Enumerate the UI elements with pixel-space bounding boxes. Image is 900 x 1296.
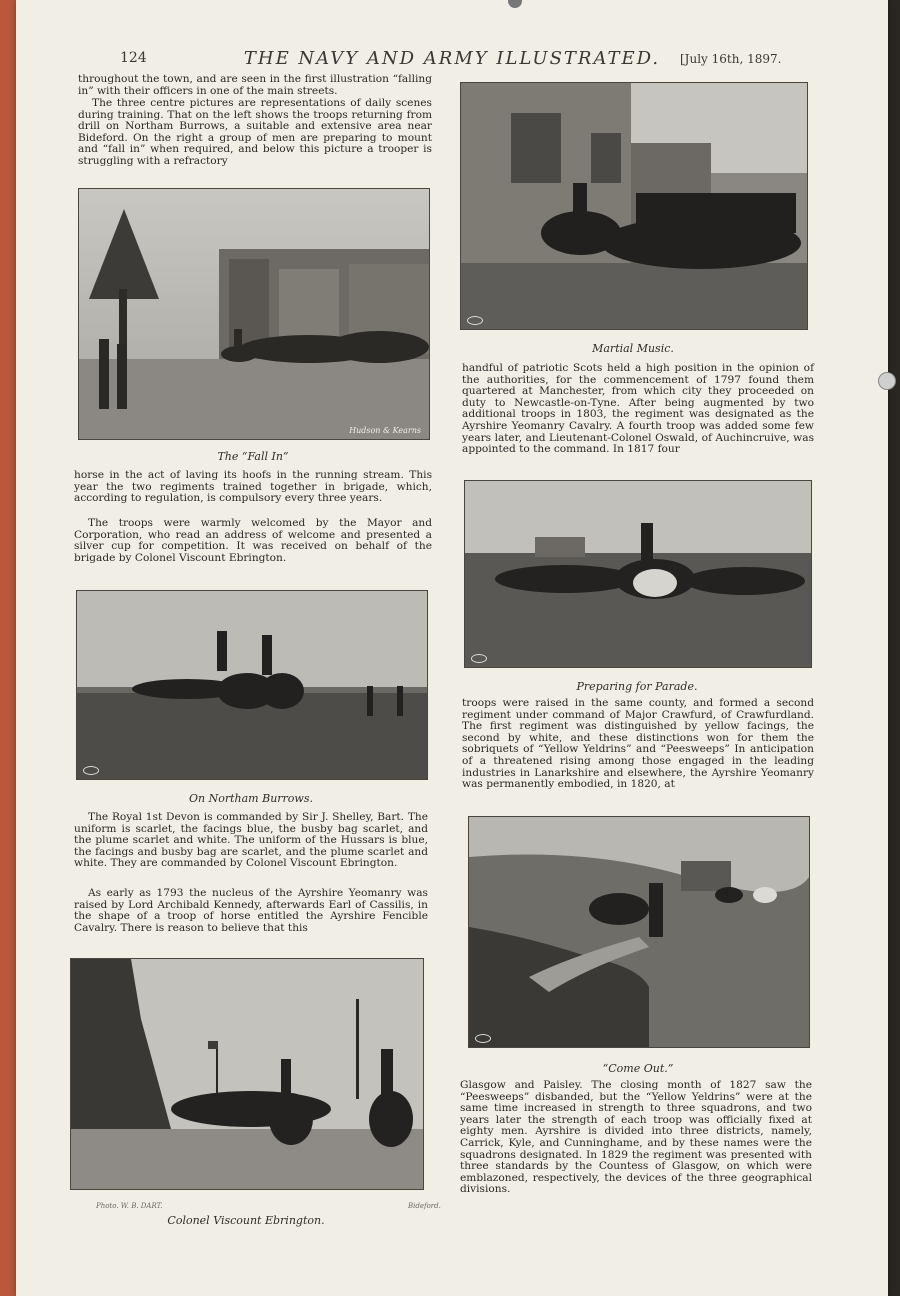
- photo-northam-burrows: [76, 590, 428, 780]
- caption-fall-in: The “Fall In”: [217, 450, 289, 463]
- paragraph-intro: throughout the town, and are seen in the first illustration “falling in” with their officers in one of the main streets.: [78, 73, 432, 97]
- page-header: [16, 48, 888, 72]
- paragraph-royal-devon: The Royal 1st Devon is commanded by Sir J. Shelley, Bart. The uniform is scarlet, the facings blue, the busby bag scarlet, and the plume scarlet and white. The uniform of the Hussars is blue, the facings and busby bag are scarlet, and the plume scarlet and white. They are commanded by Colonel Viscount Ebrington.: [74, 811, 428, 870]
- photo-colonel-ebrington-image: [71, 959, 423, 1189]
- photo-fall-in-credit: Hudson & Kearns: [349, 426, 421, 435]
- photo-credit-photographer: Photo. W. B. DART.: [96, 1202, 163, 1210]
- page-number: 124: [120, 50, 147, 66]
- engraver-mark: [83, 766, 99, 775]
- magazine-page: [16, 0, 888, 1296]
- photo-come-out: [468, 816, 810, 1048]
- caption-northam-burrows: On Northam Burrows.: [189, 792, 313, 805]
- photo-fall-in: [78, 188, 430, 440]
- photo-come-out-image: [469, 817, 809, 1047]
- engraver-mark: [467, 316, 483, 325]
- binder-clip: [508, 0, 522, 8]
- caption-colonel-ebrington: Colonel Viscount Ebrington.: [167, 1214, 325, 1227]
- caption-come-out: “Come Out.”: [602, 1062, 674, 1075]
- engraver-mark: [471, 654, 487, 663]
- paragraph-second-regiment: troops were raised in the same county, and formed a second regiment under command of Major Crawfurd, of Crawfurdland. The first regiment was distinguished by yellow facings, the second by white, and these distinctions won for them the sobriquets of “Yellow Yeldrins” and “Peesweeps” In anticipation of a threatened rising among those engaged in the leading industries in Lanarkshire and elsewhere, the Ayrshire Yeomanry was permanently embodied, in 1820, at: [462, 697, 814, 791]
- paragraph-centre-pictures: The three centre pictures are representations of daily scenes during training. That on the left shows the troops returning from drill on Northam Burrows, a suitable and extensive area near Bideford. On the right a group of men are preparing to mount and “fall in” when required, and below this picture a trooper is struggling with a refractory: [78, 97, 432, 167]
- photo-northam-burrows-image: [77, 591, 427, 779]
- caption-preparing-parade: Preparing for Parade.: [576, 680, 698, 693]
- photo-credit-location: Bideford.: [408, 1202, 441, 1210]
- paragraph-welcome: The troops were warmly welcomed by the Mayor and Corporation, who read an address of welcome and presented a silver cup for competition. It was received on behalf of the brigade by Colonel Viscount Ebrington.: [74, 517, 432, 564]
- paragraph-patriotic-scots: handful of patriotic Scots held a high position in the opinion of the authorities, for the commencement of 1797 found them quartered at Manchester, from which city they proceeded on duty to Newcastle-on-Tyne. After being augmented by two additional troops in 1803, the regiment was designated as the Ayrshire Yeomanry Cavalry. A fourth troop was added some few years later, and Lieutenant-Colonel Oswald, of Auchincruive, was appointed to the command. In 1817 four: [462, 362, 814, 456]
- binder-ring: [878, 372, 896, 390]
- photo-martial-music-image: [461, 83, 807, 329]
- issue-date: [July 16th, 1897.: [680, 52, 782, 66]
- photo-preparing-parade-image: [465, 481, 811, 667]
- paragraph-glasgow-paisley: Glasgow and Paisley. The closing month of 1827 saw the “Peesweeps” disbanded, but the “Yellow Yeldrins” were at the same time increased in strength to three squadrons, and two years later the strength of each troop was officially fixed at eighty men. Ayrshire is divided into three districts, namely, Carrick, Kyle, and Cunninghame, and by these names were the squadrons designated. In 1829 the regiment was presented with three standards by the Countess of Glasgow, on which were emblazoned, respectively, the devices of the three geographical divisions.: [460, 1079, 812, 1196]
- paragraph-horse-stream: horse in the act of laving its hoofs in the running stream. This year the two regiments trained together in brigade, which, according to regulation, is compulsory every three years.: [74, 469, 432, 505]
- paragraph-ayrshire-yeomanry: As early as 1793 the nucleus of the Ayrshire Yeomanry was raised by Lord Archibald Kennedy, afterwards Earl of Cassilis, in the shape of a troop of horse entitled the Ayrshire Fencible Cavalry. There is reason to believe that this: [74, 887, 428, 934]
- engraver-mark: [475, 1034, 491, 1043]
- photo-colonel-ebrington: [70, 958, 424, 1190]
- photo-martial-music: [460, 82, 808, 330]
- journal-title: THE NAVY AND ARMY ILLUSTRATED.: [243, 48, 661, 69]
- photo-preparing-parade: [464, 480, 812, 668]
- caption-martial-music: Martial Music.: [592, 342, 674, 355]
- photo-fall-in-image: [79, 189, 429, 439]
